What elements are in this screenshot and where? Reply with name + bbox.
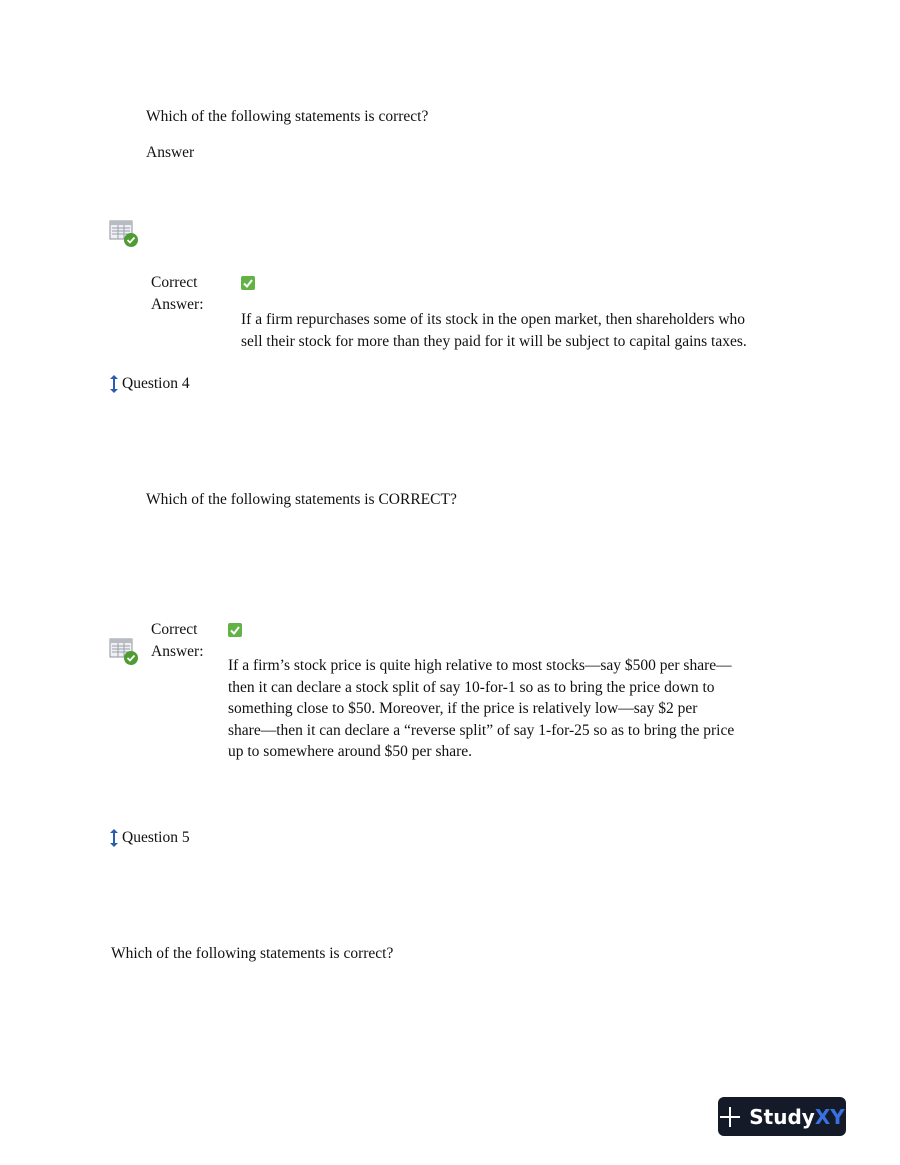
gradebook-check-icon [109,638,139,671]
correct-answer-label: Correct Answer: [151,274,204,313]
move-vertical-icon[interactable] [110,375,118,393]
question-text: Which of the following statements is correct? [146,108,429,125]
check-icon [241,276,255,290]
question-heading [110,829,190,847]
brand-xy: XY [814,1104,845,1129]
plus-icon [719,1106,741,1128]
question-heading [110,375,190,393]
correct-answer-label: Correct Answer: [151,621,204,660]
gradebook-check-icon [109,220,139,253]
correct-answer-text: If a firm repurchases some of its stock in the open market, then shareholders who sell their stock for more than they paid for it will be subject to capital gains taxes. [241,311,747,350]
question-text: Which of the following statements is correct? [111,945,394,962]
correct-answer-text: If a firm’s stock price is quite high relative to most stocks—say $500 per share— then it can declare a stock split of say 10-for-1 so as to bring the price down to something close to $50. Moreover, if the price is relatively low—say $2 per share—then it can declare a “reverse split” of say 1-for-25 so as to bring the price up to somewhere around $50 per share. [228,657,735,760]
question-number: Question 4 [122,375,190,392]
question-number: Question 5 [122,829,190,846]
move-vertical-icon[interactable] [110,829,118,847]
answer-label: Answer [146,144,195,161]
check-icon [228,623,242,637]
studyxy-logo[interactable] [718,1097,846,1136]
brand-study: Study [749,1104,815,1129]
question-text: Which of the following statements is CORRECT? [146,491,457,508]
